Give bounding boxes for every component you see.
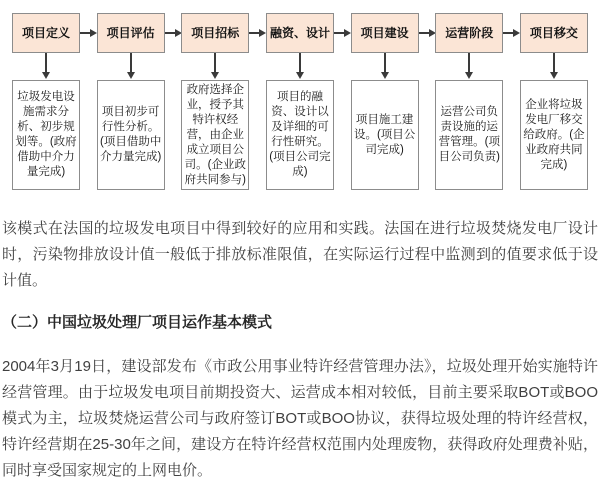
down-arrow-icon bbox=[520, 53, 588, 80]
down-arrow-icon bbox=[181, 53, 249, 80]
article-body bbox=[2, 216, 598, 484]
flow-step-detail: 项目施工建设。(项目公司完成) bbox=[351, 80, 419, 190]
flow-step-title: 融资、设计 bbox=[266, 13, 334, 53]
flow-step-detail: 垃圾发电设施需求分析、初步规划等。(政府借助中介力量完成) bbox=[12, 80, 80, 190]
down-arrow-icon bbox=[12, 53, 80, 80]
flow-step-detail: 运营公司负责设施的运营管理。(项目公司负责) bbox=[435, 80, 503, 190]
flow-step-detail: 政府选择企业，授予其特许权经营，由企业成立项目公司。(企业政府共同参与) bbox=[181, 80, 249, 190]
paragraph-france-practice: 该模式在法国的垃圾发电项目中得到较好的应用和实践。法国在进行垃圾焚烧发电厂设计时，污染物排放设计值一般低于排放标准限值，在实际运行过程中监测到的值要求低于设计值。 bbox=[2, 220, 598, 289]
flow-step-detail: 项目的融资、设计以及详细的可行性研究。(项目公司完成) bbox=[266, 80, 334, 190]
down-arrow-icon bbox=[435, 53, 503, 80]
flow-step-title: 项目建设 bbox=[351, 13, 419, 53]
flow-step-title: 项目定义 bbox=[12, 13, 80, 53]
down-arrow-icon bbox=[266, 53, 334, 80]
right-arrow-icon bbox=[503, 29, 520, 37]
right-arrow-icon bbox=[165, 29, 182, 37]
flow-step-title: 项目移交 bbox=[520, 13, 588, 53]
right-arrow-icon bbox=[419, 29, 436, 37]
flow-step-construction bbox=[351, 13, 419, 190]
flow-step-financing-design bbox=[266, 13, 334, 190]
flow-step-handover bbox=[520, 13, 588, 190]
flow-step-bidding bbox=[181, 13, 249, 190]
down-arrow-icon bbox=[351, 53, 419, 80]
paragraph-china-franchise: 2004年3月19日，建设部发布《市政公用事业特许经营管理办法》，垃圾处理开始实施特许经营管理。由于垃圾发电项目前期投资大、运营成本相对较低，目前主要采取BOT或BOO模式为主，垃圾焚烧运营公司与政府签订BOT或BOO协议，获得垃圾处理的特许经营权，特许经营期在25-30年之间，建设方在特许经营权范围内处理废物，获得政府处理费补贴，同时享受国家规定的上网电价。 bbox=[2, 358, 598, 479]
down-arrow-icon bbox=[97, 53, 165, 80]
bot-process-flowchart bbox=[12, 13, 588, 190]
flow-step-title: 项目评估 bbox=[97, 13, 165, 53]
right-arrow-icon bbox=[80, 29, 97, 37]
flow-step-detail: 项目初步可行性分析。(项目借助中介力量完成) bbox=[97, 80, 165, 190]
right-arrow-icon bbox=[249, 29, 266, 37]
flow-step-operation bbox=[435, 13, 503, 190]
flow-step-evaluation bbox=[97, 13, 165, 190]
flow-step-definition bbox=[12, 13, 80, 190]
right-arrow-icon bbox=[334, 29, 351, 37]
flow-step-detail: 企业将垃圾发电厂移交给政府。(企业政府共同完成) bbox=[520, 80, 588, 190]
flow-step-title: 项目招标 bbox=[181, 13, 249, 53]
flow-step-title: 运营阶段 bbox=[435, 13, 503, 53]
section-heading-china-mode: （二）中国垃圾处理厂项目运作基本模式 bbox=[2, 314, 273, 331]
